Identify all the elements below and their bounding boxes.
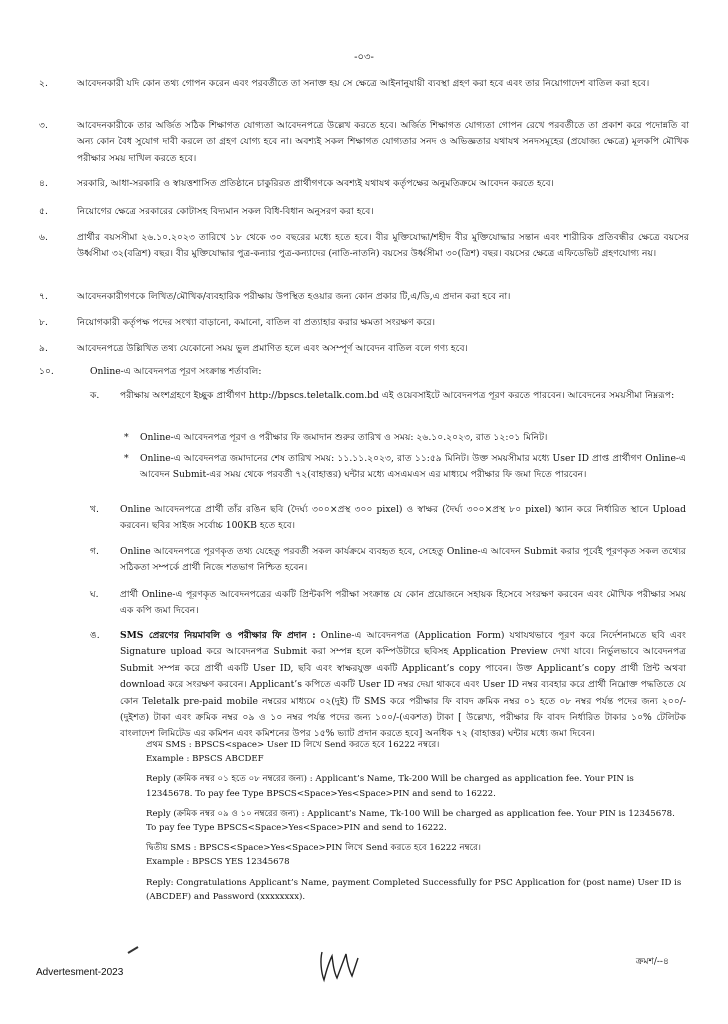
- reply-1: [146, 772, 682, 800]
- item-text: আবেদনকারীকে তার অর্জিত সঠিক শিক্ষাগত যোগ্যতা আবেদনপত্রে উল্লেখ করতে হবে। অর্জিত শিক্ষাগত যোগ্যতা গোপন রেখে পরবর্তীতে তা প্রকাশ করে পদোন্নতি বা অন্য কোন বৈধ সুযোগ দাবী করলে তা গ্রহণ যোগ্য হবে না। অবশ্যই সকল শিক্ষাগত যোগ্যতার সনদ ও অভিজ্ঞতার যথাযথ সনদসমূহের (প্রযোজ্য ক্ষেত্রে) মূলকপি মৌখিক পরীক্ষার সময় দাখিল করতে হবে।: [77, 120, 689, 164]
- item-number: ৭.: [39, 291, 48, 302]
- item-text: নিয়োগকারী কর্তৃপক্ষ পদের সংখ্যা বাড়ানো, কমানো, বাতিল বা প্রত্যাহার করার ক্ষমতা সংরক্ষণ করে।: [77, 317, 436, 328]
- item-number: ৯.: [39, 343, 48, 354]
- sub-item-text: পরীক্ষায় অংশগ্রহণে ইচ্ছুক প্রার্থীগণ http://bpscs.teletalk.com.bd এই ওয়েবসাইটে আবেদনপত্র পূরণ করতে পারবেন। আবেদনের সময়সীমা নিম্নরূপ:: [120, 390, 675, 401]
- footer-continued: ক্রমশ/--৪: [636, 957, 669, 967]
- item-number: ১০.: [39, 366, 54, 377]
- asterisk-icon: *: [124, 432, 129, 443]
- reply-2: [146, 807, 682, 835]
- item-text: প্রার্থীর বয়সসীমা ২৬.১০.২০২৩ তারিখে ১৮ থেকে ৩০ বছরের মধ্যে হতে হবে। বীর মুক্তিযোদ্ধা/শহীদ বীর মুক্তিযোদ্ধার সন্তান এবং শারীরিক প্রতিবন্ধীর ক্ষেত্রে বয়সের উর্ধ্বসীমা ৩২(বত্রিশ) বছর। বীর মুক্তিযোদ্ধার পুত্র-কন্যার পুত্র-কন্যাদের (নাতি-নাতনি) বয়সের উর্ধ্বসীমা ৩০(ত্রিশ) বছর। বয়সের ক্ষেত্রে এফিডেভিট গ্রহণযোগ্য নয়।: [77, 232, 689, 260]
- sms-rules-heading: SMS প্রেরণের নিয়মাবলি ও পরীক্ষার ফি প্রদান :: [120, 630, 316, 641]
- list-item-5: [39, 204, 689, 220]
- list-item-4: [39, 176, 689, 192]
- list-item-6: [39, 230, 689, 263]
- reply-1-prefix: Reply (ক্রমিক নম্বর ০১ হতে ০৮ নম্বরের জন্য): [146, 774, 307, 785]
- signature-mark: [314, 946, 362, 986]
- bullet-start-date: [124, 430, 686, 446]
- list-item-2: [39, 76, 689, 92]
- sub-item-text: Online আবেদনপত্রে প্রার্থী তাঁর রঙিন ছবি (দৈর্ঘ্য ৩০০×প্রস্থ ৩০০ pixel) ও স্বাক্ষর (দৈর্ঘ্য ৩০০×প্রস্থ ৮০ pixel) স্ক্যান করে নির্ধারিত স্থানে Upload করবেন। ছবির সাইজ সর্বোচ্চ 100KB হতে হবে।: [120, 504, 686, 532]
- pen-mark: [126, 944, 140, 956]
- item-number: ৫.: [39, 206, 48, 217]
- list-item-3: [39, 118, 689, 167]
- first-sms-line: প্রথম SMS : BPSCS<space> User ID লিখে Send করতে হবে 16222 নম্বরে।: [146, 740, 440, 750]
- list-item-10: [39, 364, 689, 380]
- reply-2-text: : Applicant’s Name, Tk-100 Will be charged as application fee. Your PIN is 12345678. To pay fee Type BPSCS<Space>Yes<Space>PIN and send to 16222.: [146, 808, 675, 834]
- sub-item-text: প্রার্থী Online-এ পূরণকৃত আবেদনপত্রের একটি প্রিন্টকপি পরীক্ষা সংক্রান্ত যে কোন প্রয়োজনে সহায়ক হিসেবে সংরক্ষণ করবেন এবং মৌখিক পরীক্ষার সময় এক কপি জমা দিবেন।: [120, 589, 686, 617]
- item-text: আবেদনকারীগণকে লিখিত/মৌখিক/ব্যবহারিক পরীক্ষায় উপস্থিত হওয়ার জন্য কোন প্রকার টি,এ/ডি,এ প্রদান করা হবে না।: [77, 291, 511, 302]
- item-number: ২.: [39, 78, 48, 89]
- sub-item-text: Online-এ আবেদনপত্র (Application Form) যথাযথভাবে পূরণ করে নির্দেশনামতে ছবি এবং Signature upload করে আবেদনপত্র Submit করা সম্পন্ন হলে কম্পিউটারে ছবিসহ Application Preview দেখা যাবে। নির্ভুলভাবে আবেদনপত্র Submit সম্পন্ন করে প্রার্থী একটি User ID, ছবি এবং স্বাক্ষরযুক্ত একটি Applicant’s copy পাবেন। উক্ত Applicant’s copy প্রার্থী প্রিন্ট অথবা download করে সংরক্ষণ করবেন। Applicant’s কপিতে একটি User ID নম্বর দেয়া থাকবে এবং User ID নম্বর ব্যবহার করে প্রার্থী নিম্নোক্ত পদ্ধতিতে যে কোন Teletalk pre-paid mobile নম্বরের মাধ্যমে ০২(দুই) টি SMS করে পরীক্ষার ফি বাবদ ক্রমিক নম্বর ০১ হতে ০৮ নম্বর পর্যন্ত পদের জন্য ২০০/-(দুইশত) টাকা এবং ক্রমিক নম্বর ০৯ ও ১০ নম্বর পর্যন্ত পদের জন্য ১০০/-(একশত) টাকা [ উল্লেখ্য, পরীক্ষার ফি বাবদ নির্ধারিত টাকার ১০% টেলিটক বাংলাদেশ লিমিটেড এর কমিশন এবং কমিশনের উপর ১৫% ভ্যাট প্রদান করতে হবে] অনধিক ৭২ (বাহাত্তর) ঘন্টার মধ্যে জমা দিবেন।: [120, 630, 687, 740]
- sub-item-umo: [90, 628, 687, 743]
- item-text: আবেদনকারী যদি কোন তথ্য গোপন করেন এবং পরবর্তীতে তা সনাক্ত হয় সে ক্ষেত্রে আইনানুযায়ী ব্যবস্থা গ্রহণ করা হবে এবং তার নিয়োগাদেশ বাতিল করা হবে।: [77, 78, 650, 89]
- item-text: নিয়োগের ক্ষেত্রে সরকারের কোটাসহ বিদ্যমান সকল বিধি-বিধান অনুসরণ করা হবে।: [77, 206, 374, 217]
- sub-item-mark: গ.: [90, 546, 99, 557]
- sub-item-mark: ঙ.: [90, 630, 100, 641]
- page-number: -০৩-: [354, 52, 374, 63]
- item-text: আবেদনপত্রে উল্লিখিত তথ্য যেকোনো সময় ভুল প্রমাণিত হলে এবং অসম্পূর্ণ আবেদন বাতিল বলে গণ্য হবে।: [77, 343, 468, 354]
- reply-2-prefix: Reply (ক্রমিক নম্বর ০৯ ও ১০ নম্বরের জন্য): [146, 808, 299, 819]
- footer-reference: Advertesment-2023: [36, 967, 124, 978]
- item-number: ৪.: [39, 178, 48, 189]
- list-item-7: [39, 289, 689, 305]
- item-number: ৩.: [39, 120, 48, 131]
- sub-item-gha: [90, 587, 686, 620]
- second-sms-example: Example : BPSCS YES 12345678: [146, 857, 290, 868]
- final-reply: Reply: Congratulations Applicant’s Name, payment Completed Successfully for PSC Application for (post name) User ID is (ABCDEF) and Password (xxxxxxxx).: [146, 877, 682, 902]
- list-item-9: [39, 341, 689, 357]
- list-item-8: [39, 315, 689, 331]
- bullet-text: Online-এ আবেদনপত্র পূরণ ও পরীক্ষার ফি জমাদান শুরুর তারিখ ও সময়: ২৬.১০.২০২৩, রাত ১২:০১ মিনিট।: [140, 432, 548, 443]
- first-sms-example: Example : BPSCS ABCDEF: [146, 754, 264, 765]
- sms-instructions: [146, 738, 682, 904]
- bullet-text: Online-এ আবেদনপত্র জমাদানের শেষ তারিখ সময়: ১১.১১.২০২৩, রাত ১১:৫৯ মিনিট। উক্ত সময়সীমার মধ্যে User ID প্রাপ্ত প্রার্থীগণ Online-এ আবেদন Submit-এর সময় থেকে পরবর্তী ৭২(বাহাত্তর) ঘন্টার মধ্যে এসএমএস এর মাধ্যমে পরীক্ষার ফি জমা দিতে পারবেন।: [140, 453, 686, 481]
- sub-item-mark: ঘ.: [90, 589, 99, 600]
- item-text: সরকারি, আধা-সরকারি ও স্বায়ত্তশাসিত প্রতিষ্ঠানে চাকুরিরত প্রার্থীগণকে অবশ্যই যথাযথ কর্তৃপক্ষের অনুমতিক্রমে আবেদন করতে হবে।: [77, 178, 554, 189]
- sub-item-mark: ক.: [90, 390, 100, 401]
- asterisk-icon: *: [124, 453, 129, 464]
- item-number: ৬.: [39, 232, 48, 243]
- sub-item-ka: [90, 388, 686, 404]
- sub-item-kha: [90, 502, 686, 535]
- sub-item-text: Online আবেদনপত্রে পূরণকৃত তথ্য যেহেতু পরবর্তী সকল কার্যক্রমে ব্যবহৃত হবে, সেহেতু Online-এ আবেদন Submit করার পূর্বেই পূরণকৃত সকল তথ্যের সঠিকতা সম্পর্কে প্রার্থী নিজে শতভাগ নিশ্চিত হবেন।: [120, 546, 686, 574]
- bullet-end-date: [124, 451, 686, 484]
- item-number: ৮.: [39, 317, 48, 328]
- second-sms-line: দ্বিতীয় SMS : BPSCS<Space>Yes<Space>PIN লিখে Send করতে হবে 16222 নম্বরে।: [146, 843, 481, 854]
- reply-1-text: : Applicant’s Name, Tk-200 Will be charged as application fee. Your PIN is 12345678. To pay fee Type BPSCS<Space>Yes<Space>PIN and send to 16222.: [146, 774, 634, 799]
- item-text: Online-এ আবেদনপত্র পূরণ সংক্রান্ত শর্তাবলি:: [90, 366, 262, 377]
- sub-item-ga: [90, 544, 686, 577]
- sub-item-mark: খ.: [90, 504, 99, 515]
